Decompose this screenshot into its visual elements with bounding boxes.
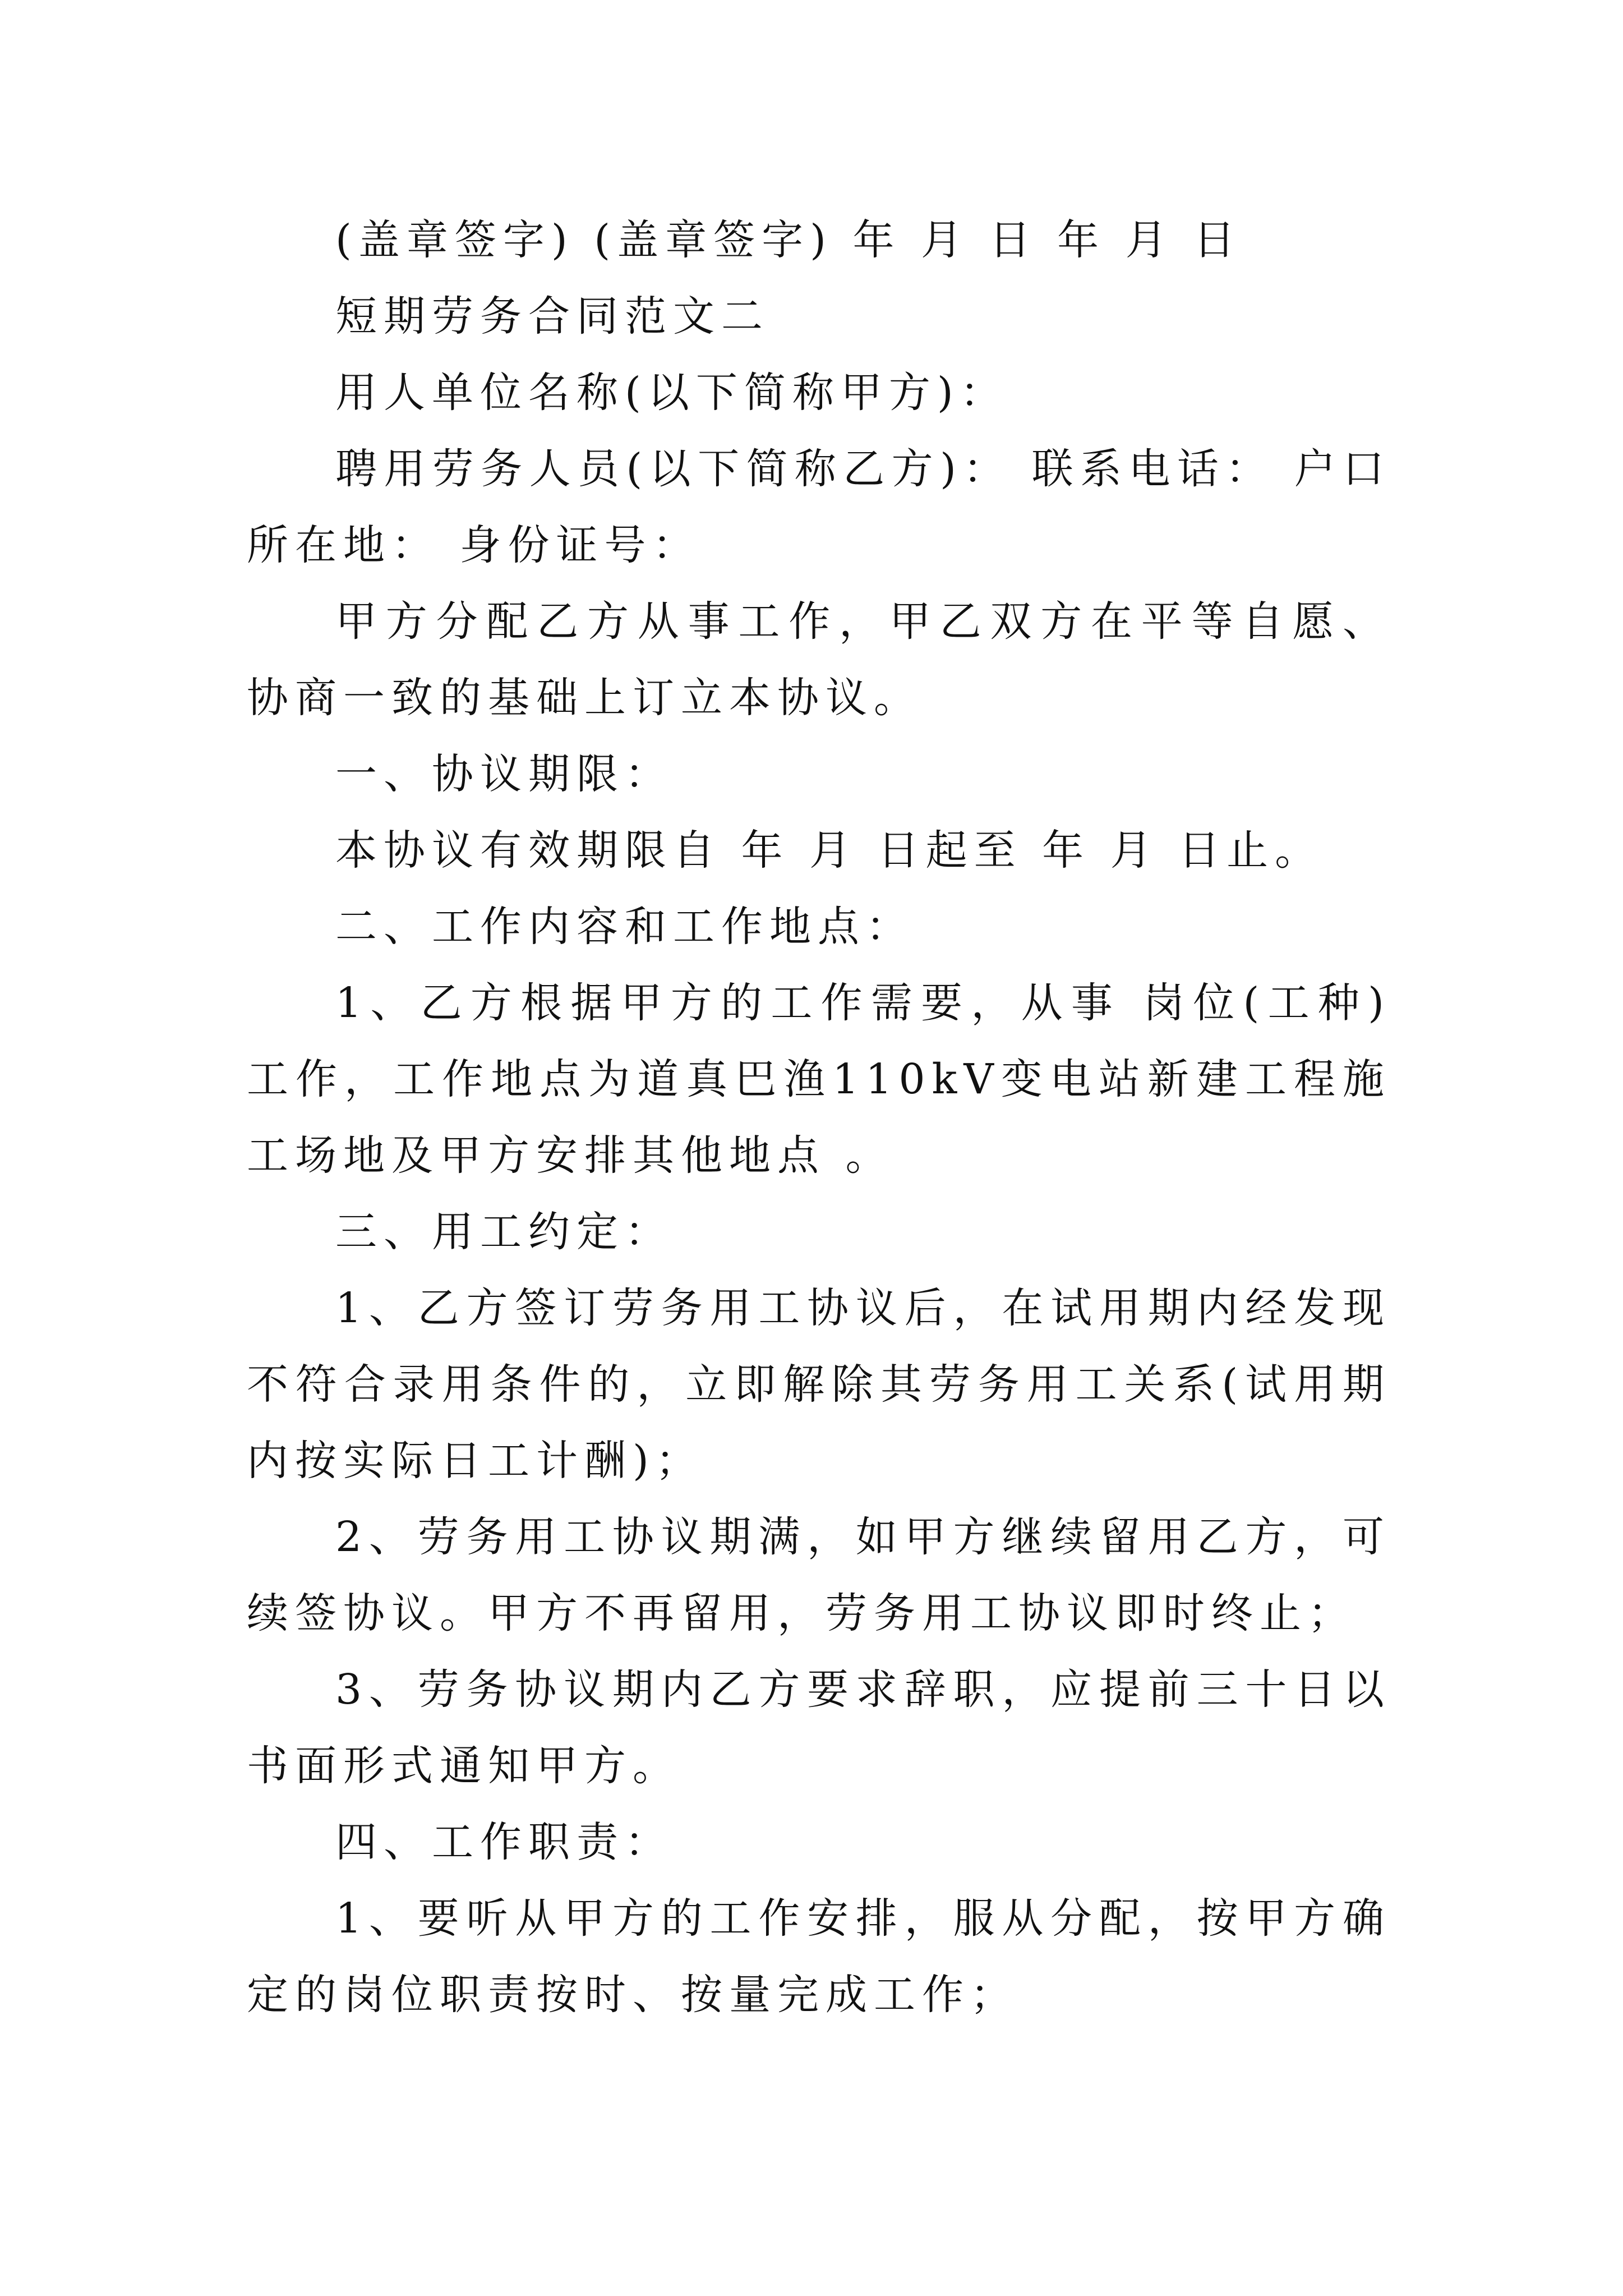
section-heading-duties: 四、工作职责： — [335, 1818, 673, 1866]
employment-clause-1: 1、乙方签订劳务用工协议后，在试用期内经发现不符合录用条件的，立即解除其劳务用工关系(试用期内按实际日工计酬)； — [247, 1284, 1391, 1485]
section-heading-employment: 三、用工约定： — [335, 1208, 673, 1256]
duties-clause-1: 1、要听从甲方的工作安排，服从分配，按甲方确定的岗位职责按时、按量完成工作； — [247, 1894, 1391, 2019]
employer-name-line: 用人单位名称(以下简称甲方)： — [335, 369, 1008, 417]
worker-info-line: 聘用劳务人员(以下简称乙方)： 联系电话： 户口所在地： 身份证号： — [247, 445, 1391, 569]
document-body — [247, 202, 1391, 2033]
work-clause-1: 1、乙方根据甲方的工作需要，从事 岗位(工种)工作，工作地点为道真巴渔110kV变电站新建工程施工场地及甲方安排其他地点 。 — [247, 979, 1391, 1180]
section-heading-term: 一、协议期限： — [335, 750, 673, 798]
term-paragraph: 本协议有效期限自 年 月 日起至 年 月 日止。 — [335, 826, 1324, 875]
contract-title: 短期劳务合同范文二 — [335, 292, 769, 341]
employment-clause-2: 2、劳务用工协议期满，如甲方继续留用乙方，可续签协议。甲方不再留用，劳务用工协议即时终止； — [247, 1513, 1391, 1637]
section-heading-work: 二、工作内容和工作地点： — [335, 903, 914, 951]
signature-date-line: (盖章签字) (盖章签字) 年 月 日 年 月 日 — [335, 216, 1242, 264]
preamble-paragraph: 甲方分配乙方从事工作，甲乙双方在平等自愿、协商一致的基础上订立本协议。 — [247, 597, 1391, 722]
employment-clause-3: 3、劳务协议期内乙方要求辞职，应提前三十日以书面形式通知甲方。 — [247, 1665, 1391, 1790]
